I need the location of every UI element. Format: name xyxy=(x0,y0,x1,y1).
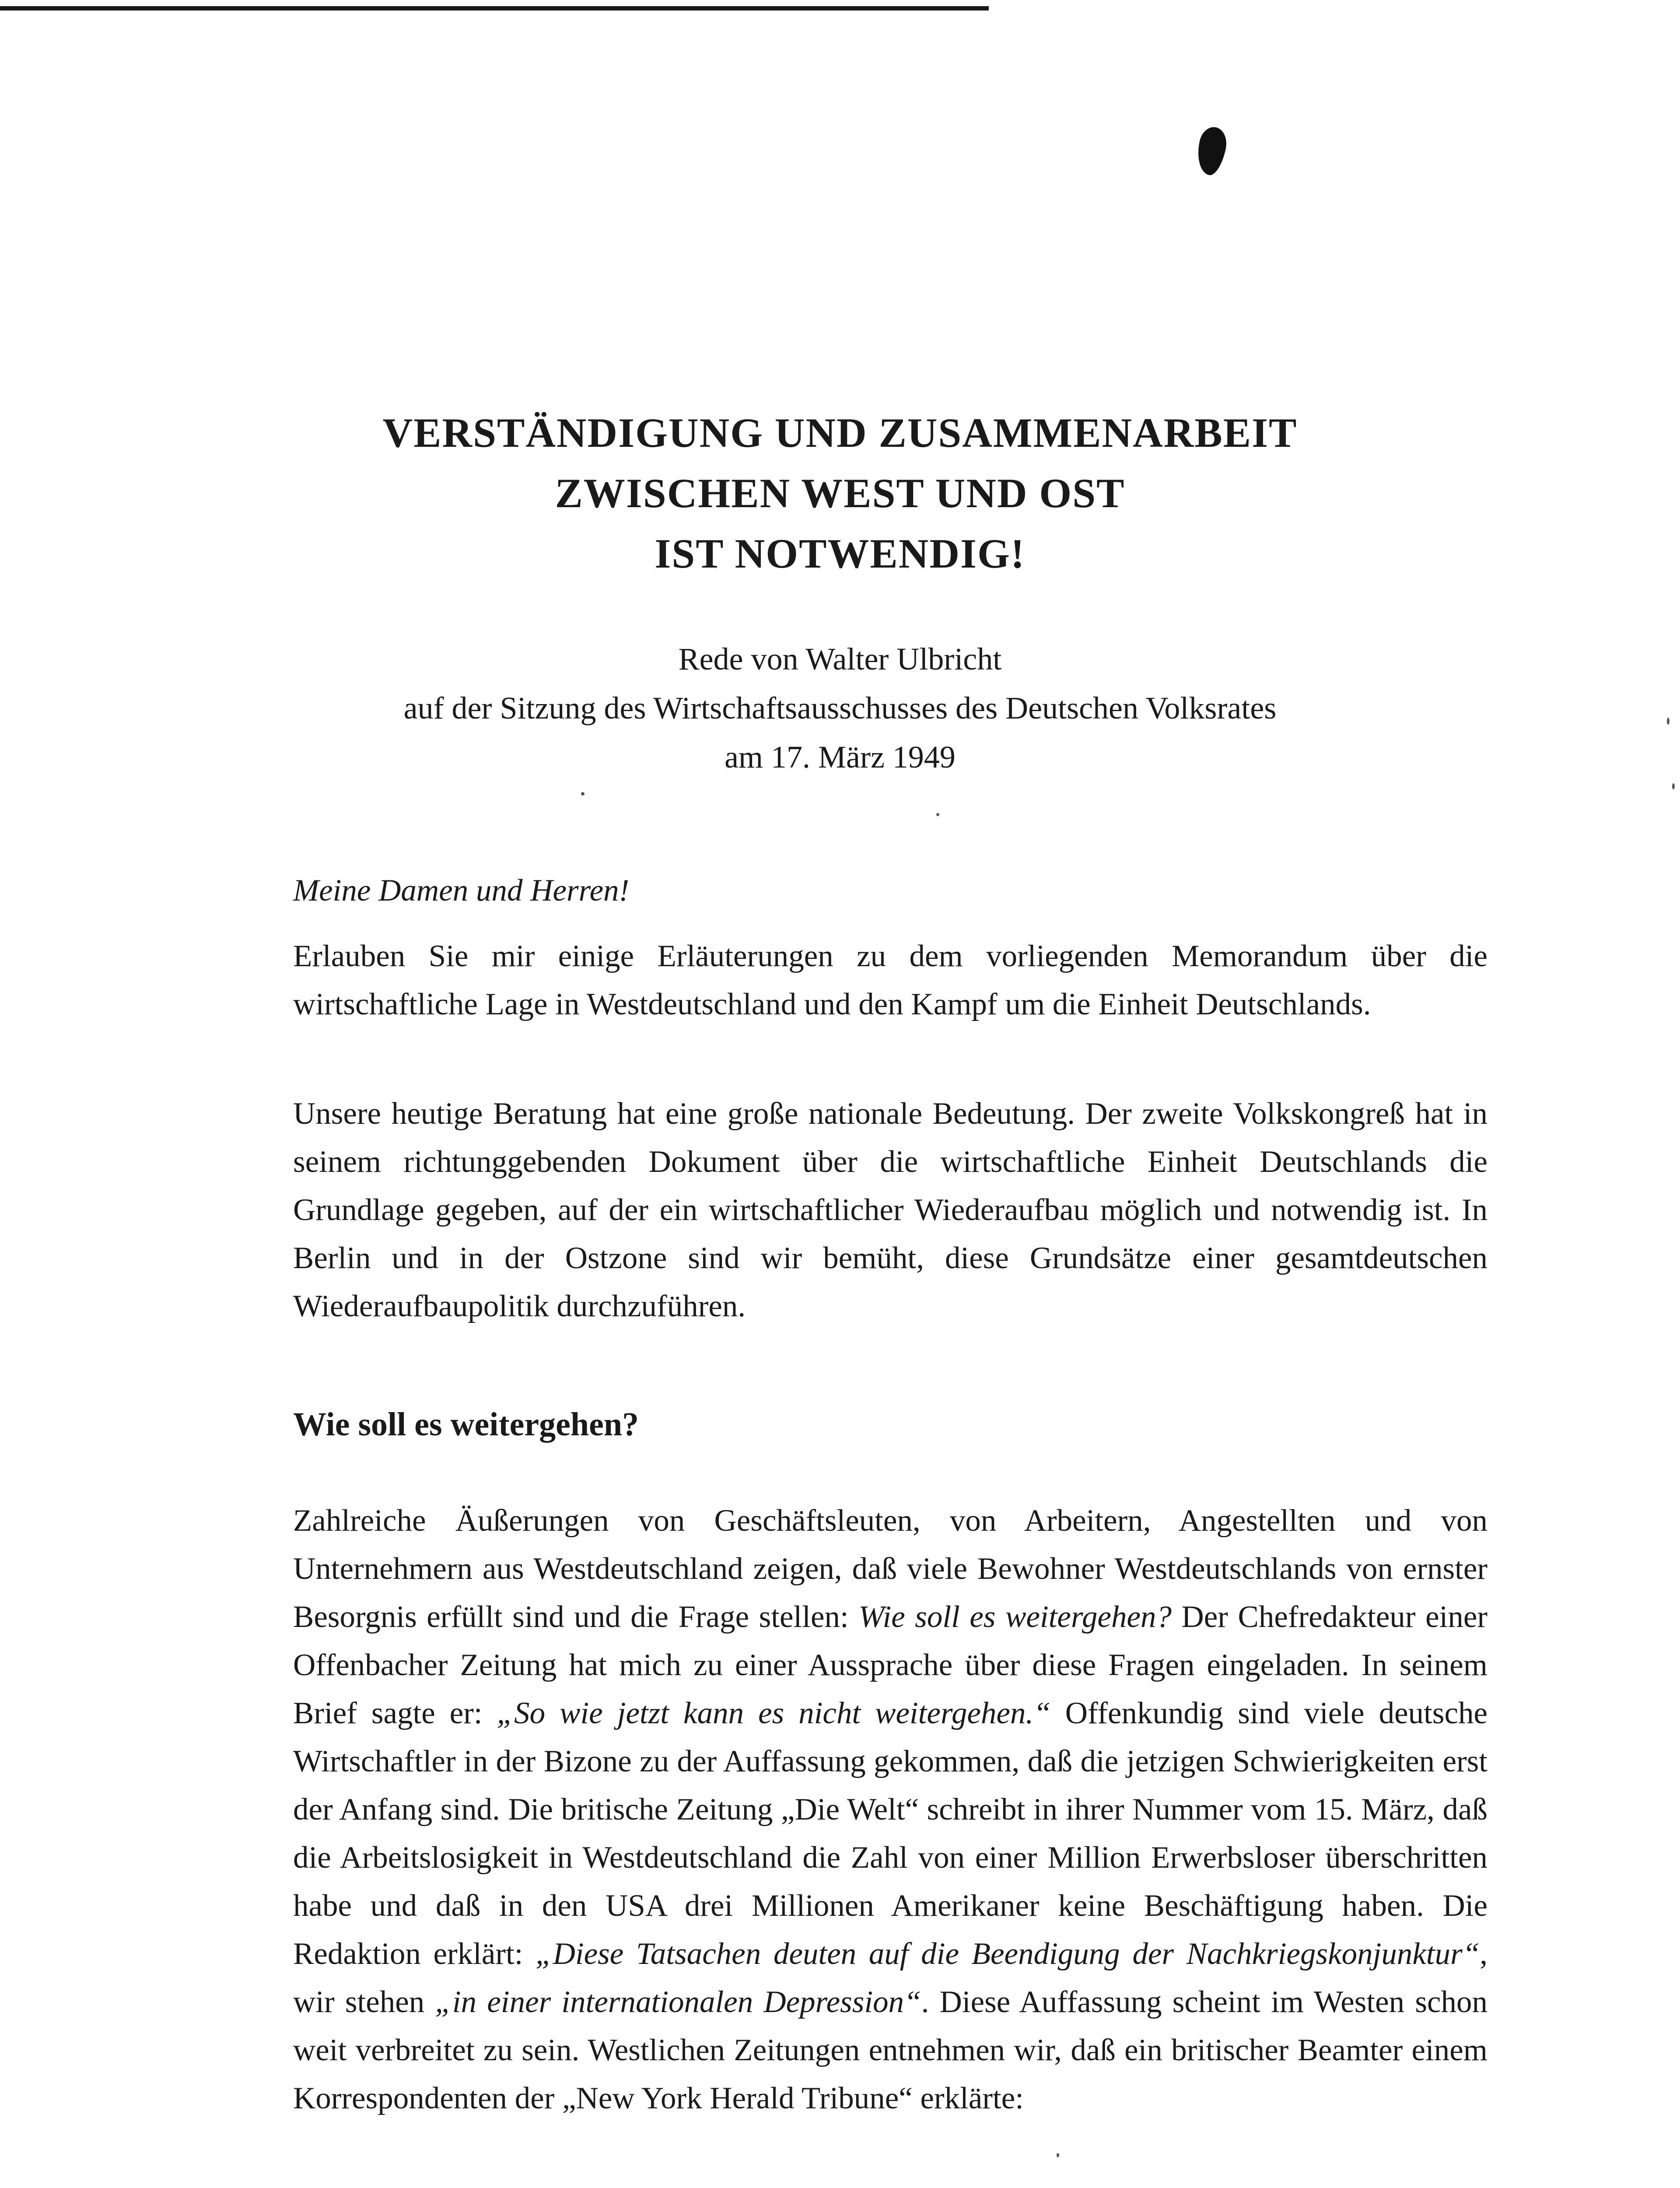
paragraph xyxy=(293,1497,1488,2122)
dust-speck xyxy=(581,792,584,796)
title-line: ZWISCHEN WEST UND OST xyxy=(555,470,1125,516)
paragraph-text: . Diese Auffassung scheint im Westen schon weit verbreitet zu sein. Westlichen Zeitungen entnehmen wir, daß ein britischer Beamter einem Korrespondenten der „New York Herald Tribune“ erklärte: xyxy=(293,1985,1488,2115)
subtitle-line: Rede von Walter Ulbricht xyxy=(678,642,1002,677)
salutation: Meine Damen und Herren! xyxy=(293,873,630,908)
paragraph-text: , wir stehen xyxy=(293,1937,1488,2019)
paragraph-text: Zahlreiche Äußerungen von Geschäftsleuten, von Arbeitern, Angestellten und von Unternehmern aus Westdeutschland zeigen, daß viele Bewohner Westdeutschlands von ernster Besorgnis erfüllt sind und die Frage stellen: xyxy=(293,1504,1488,1634)
page-title xyxy=(219,403,1461,584)
dust-speck xyxy=(936,813,939,816)
dust-speck xyxy=(1667,718,1670,725)
dust-speck xyxy=(1672,783,1675,789)
title-line: VERSTÄNDIGUNG UND ZUSAMMENARBEIT xyxy=(382,410,1298,456)
subtitle-line: auf der Sitzung des Wirtschaftsausschusses des Deutschen Volksrates xyxy=(403,691,1277,726)
section-heading: Wie soll es weitergehen? xyxy=(293,1406,639,1443)
italic-quote: „Diese Tatsachen deuten auf die Beendigung der Nachkriegskonjunktur“ xyxy=(536,1937,1480,1971)
top-rule xyxy=(0,6,989,11)
title-line: IST NOTWENDIG! xyxy=(654,530,1026,577)
paragraph-text: Der Chefredakteur einer Offenbacher Zeitung hat mich zu einer Aussprache über diese Fragen eingeladen. In seinem Brief sagte er: xyxy=(293,1600,1488,1730)
paragraph-text: Offenkundig sind viele deutsche Wirtschaftler in der Bizone zu der Auffassung gekommen, daß die jetzigen Schwierigkeiten erst der Anfang sind. Die britische Zeitung „Die Welt“ schreibt in ihrer Nummer vom 15. März, daß die Arbeitslosigkeit in Westdeutschland die Zahl von einer Million Erwerbsloser überschritten habe und daß in den USA drei Millionen Amerikaner keine Beschäftigung haben. Die Redaktion erklärt: xyxy=(293,1696,1488,1971)
italic-quote: „in einer internationalen Depression“ xyxy=(435,1985,921,2019)
italic-quote: „So wie jetzt kann es nicht weitergehen.“ xyxy=(497,1696,1051,1730)
subtitle-line: am 17. März 1949 xyxy=(724,740,956,775)
speech-attribution xyxy=(262,635,1418,782)
dust-speck xyxy=(1057,2153,1059,2157)
paragraph: Erlauben Sie mir einige Erläuterungen zu dem vorliegenden Memorandum über die wirtschaftliche Lage in Westdeutschland und den Kampf um die Einheit Deutschlands. xyxy=(293,939,1488,1021)
italic-quote: Wie soll es weitergehen? xyxy=(858,1600,1172,1634)
paragraph: Unsere heutige Beratung hat eine große nationale Bedeutung. Der zweite Volkskongreß hat in seinem richtunggebenden Dokument über die wirtschaftliche Einheit Deutschlands die Grundlage gegeben, auf der ein wirtschaftlicher Wiederaufbau möglich und notwendig ist. In Berlin und in der Ostzone sind wir bemüht, diese Grundsätze einer gesamtdeutschen Wiederaufbaupolitik durchzuführen. xyxy=(293,1097,1488,1323)
ink-blot-mark xyxy=(1193,125,1230,177)
